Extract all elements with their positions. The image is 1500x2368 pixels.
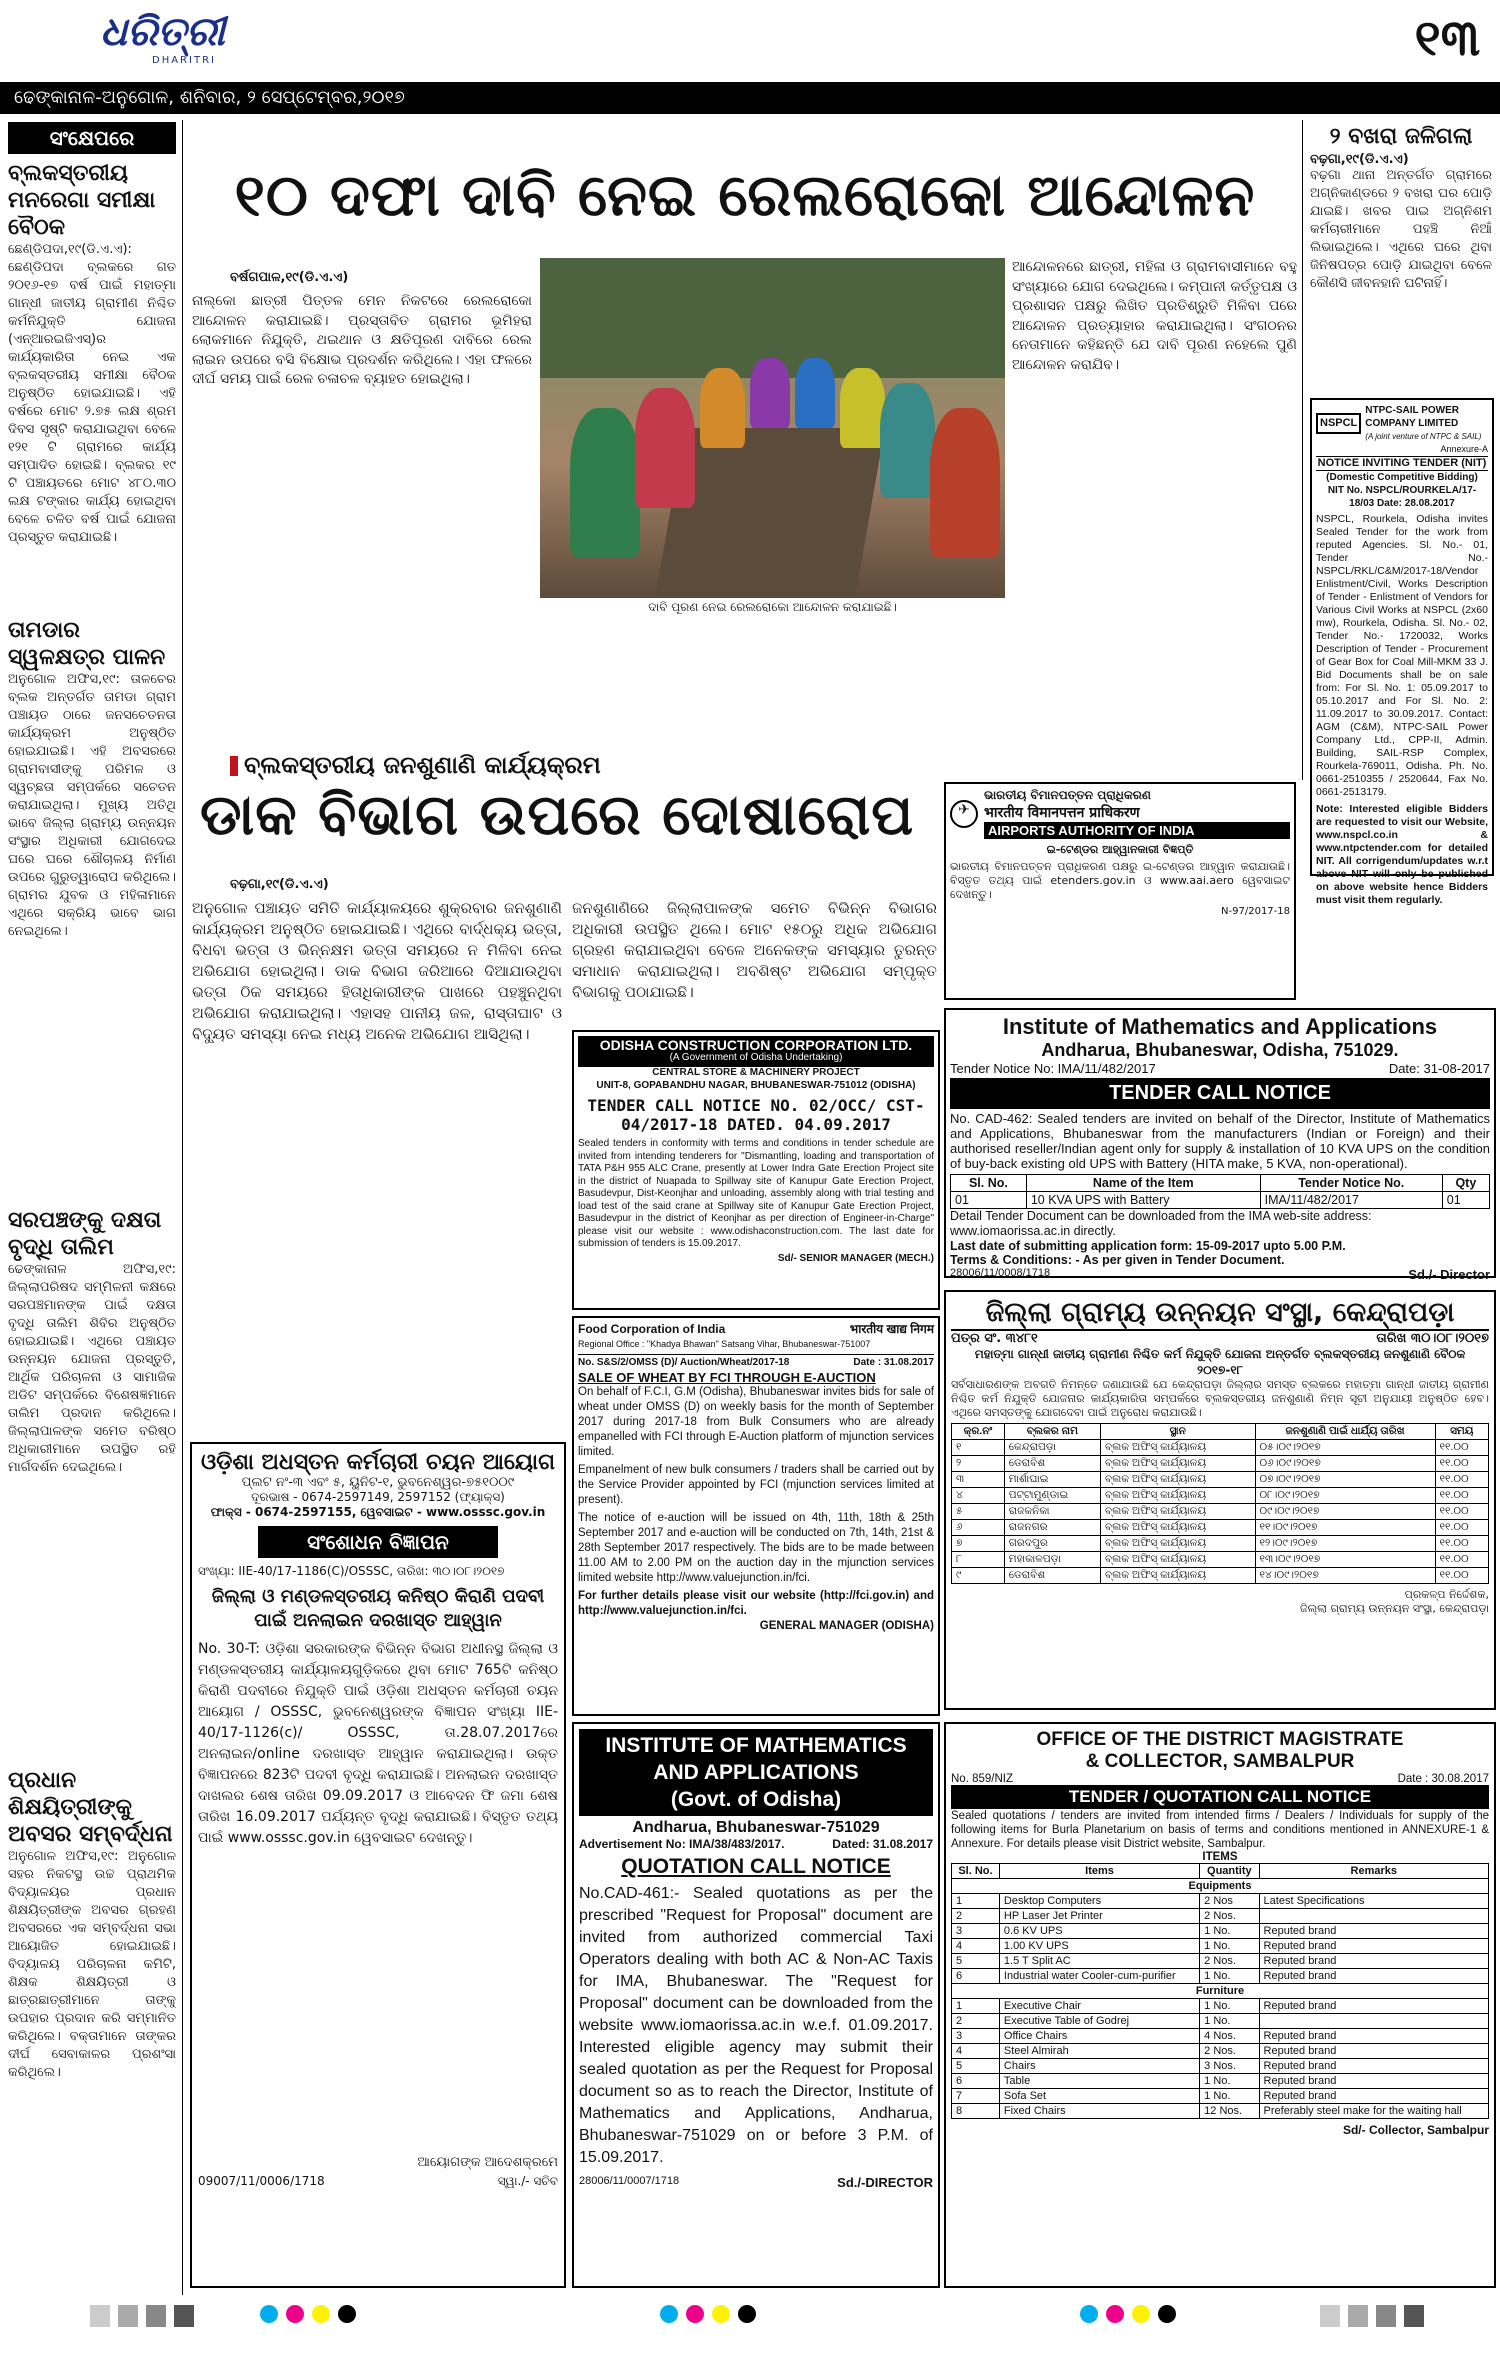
color-registration-dots (660, 2305, 756, 2329)
table-cell: ରାଜନଗର (1004, 1520, 1100, 1536)
left-column (8, 122, 176, 2368)
table-header: ବ୍ଲକର ନାମ (1004, 1424, 1100, 1440)
table-cell: Reputed brand (1259, 1924, 1488, 1939)
osssc-web: ଫାକ୍ସ - 0674-2597155, ୱେବସାଇଟ - www.osssc.gov.in (210, 1505, 546, 1519)
table-row (952, 1520, 1489, 1536)
samb-sign: Sd/- Collector, Sambalpur (1342, 2123, 1489, 2137)
table-cell: Reputed brand (1259, 2089, 1488, 2104)
table-cell: Preferably steel make for the waiting hall (1259, 2104, 1488, 2119)
ima-tender-ad (944, 1008, 1496, 1282)
table-cell: କେନ୍ଦ୍ରାପଡ଼ା (1004, 1440, 1100, 1456)
occ-sign: Sd/- SENIOR MANAGER (MECH.) (777, 1252, 934, 1264)
table-header: Items (999, 1864, 1199, 1879)
table-cell: 2 Nos. (1200, 1909, 1259, 1924)
dateline-bar: ଢେଙ୍କାନାଳ-ଅନୁଗୋଳ, ଶନିବାର, ୨ ସେପ୍ଟେମ୍ବର,୨୦୧୭ (0, 82, 1500, 114)
table-cell: ୦୬।୦୯।୨୦୧୭ (1255, 1456, 1435, 1472)
brief-title-2: ତାମଡାର ସ୍ୱଳକ୍ଷତ୍ର ପାଳନ (8, 618, 166, 670)
occ-body: Sealed tenders in conformity with terms and conditions in tender schedule are invited from intending tenderers for "Dismantling, loading and transportation of TATA P&H 955 ALC Crane, presently at Lower Indra Gate Erection Project site in the district of Nuapada to Spillway site of Kanupur Gate Erection Project, Basudevpur, Dist-Keonjhar and unloading, assembly along with trial testing and load test of the said crane at Spillway site of Kanupur Gate Erection Project, Basudevpur in the district of Keonjhar as per direction of Engineer-in-Charge" please visit our website : www.odishaconstruction.com. The last date for submission of tenders is 15.09.2017. (578, 1138, 934, 1249)
samb-title-1: OFFICE OF THE DISTRICT MAGISTRATE (1036, 1729, 1404, 1750)
table-row (952, 1552, 1489, 1568)
table-cell: 1.5 T Split AC (999, 1954, 1199, 1969)
osssc-title: ଓଡ଼ିଶା ଅଧସ୍ତନ କର୍ମଚାରୀ ଚୟନ ଆୟୋଗ (201, 1450, 555, 1475)
table-cell: Latest Specifications (1259, 1894, 1488, 1909)
table-cell: ୦୫।୦୯।୨୦୧୭ (1255, 1440, 1435, 1456)
table-cell: Reputed brand (1259, 2059, 1488, 2074)
table-row (952, 1440, 1489, 1456)
table-cell: Reputed brand (1259, 1954, 1488, 1969)
table-row (952, 2104, 1489, 2119)
table-cell: Desktop Computers (999, 1894, 1199, 1909)
table-cell: 1 (952, 1894, 1000, 1909)
osssc-ref-code: 09007/11/0006/1718 (198, 2174, 325, 2188)
ima2-ref: 28006/11/0007/1718 (579, 2175, 680, 2187)
table-cell: HP Laser Jet Printer (999, 1909, 1199, 1924)
table-cell: Office Chairs (999, 2029, 1199, 2044)
ntpc-title: NTPC-SAIL POWER COMPANY LIMITED (1365, 405, 1459, 429)
ima2-title: INSTITUTE OF MATHEMATICS AND APPLICATIONS (605, 1734, 907, 1784)
occ-sub2: CENTRAL STORE & MACHINERY PROJECT (652, 1067, 860, 1078)
table-cell: Fixed Chairs (999, 2104, 1199, 2119)
table-cell: 8 (952, 2104, 1000, 2119)
ima1-sub: Andharua, Bhubaneswar, Odisha, 751029. (1041, 1040, 1399, 1060)
table-header: Sl. No. (952, 1864, 1000, 1879)
drda-body: ସର୍ବସାଧାରଣଙ୍କ ଅବଗତି ନିମନ୍ତେ ଜଣାଯାଉଛି ଯେ କେନ୍ଦ୍ରାପଡ଼ା ଜିଲ୍ଲାର ସମସ୍ତ ବ୍ଲକରେ ମହାତ୍ମା ଗାନ୍ଧୀ ଜାତୀୟ ଗ୍ରାମୀଣ ନିଶ୍ଚିତ କର୍ମ ନିଯୁକ୍ତି ଯୋଜନାର କାର୍ଯ୍ୟକାରିତା ସମ୍ପର୍କରେ ବ୍ଲକସ୍ତରୀୟ ଜନଶୁଣାଣି ନିମ୍ନ ସୂଚୀ ଅନୁଯାୟୀ ଅନୁଷ୍ଠିତ ହେବ। ଏଥିରେ ସମସ୍ତଙ୍କୁ ଯୋଗଦେବା ପାଇଁ ଅନୁରୋଧ କରାଯାଉଛି। (951, 1378, 1489, 1419)
table-cell: ୬ (952, 1520, 1005, 1536)
ima1-foot-2: Last date of submitting application form: 15-09-2017 upto 5.00 P.M. (950, 1239, 1346, 1253)
table-row (952, 1909, 1489, 1924)
drda-kendrapara-ad (944, 1290, 1496, 1710)
table-cell: ୭ (952, 1536, 1005, 1552)
photo-caption: ଦାବି ପୂରଣ ନେଇ ରେଲରୋକୋ ଆନ୍ଦୋଳନ କରାଯାଇଛି। (648, 600, 897, 614)
lead-byline: ବର୍ଷଗପାଳ,୧୯(ଡି.ଏ.ଏ) (230, 270, 349, 285)
table-row (952, 1939, 1489, 1954)
table-header: ସ୍ଥାନ (1100, 1424, 1255, 1440)
table-cell: ୦୭।୦୯।୨୦୧୭ (1255, 1472, 1435, 1488)
brief-title-3: ସରପଞ୍ଚଙ୍କୁ ଦକ୍ଷତା ବୃଦ୍ଧି ତାଲିମ (8, 1208, 162, 1260)
fci-title: Food Corporation of India (578, 1322, 726, 1336)
aai-tender-ad (944, 782, 1296, 1000)
table-cell: ୧୩।୦୯।୨୦୧୭ (1255, 1552, 1435, 1568)
table-header: Sl. No. (951, 1175, 1027, 1192)
table-cell: ମାର୍ଶାଘାଇ (1004, 1472, 1100, 1488)
print-registration-marks (90, 2305, 194, 2329)
table-row (952, 2014, 1489, 2029)
lead-body-1: ନାଲ୍କୋ ଛାତ୍ରୀ ପିତ୍ତଳ ମେନ ନିକଟରେ ରେଲରୋକୋ ଆନ୍ଦୋଳନ କରାଯାଇଛି। ପ୍ରସ୍ତାବିତ ଗ୍ରାମର ଭୂମିହରା ଲୋକମାନେ ନିଯୁକ୍ତି, ଥଇଥାନ ଓ କ୍ଷତିପୂରଣ ଦାବିରେ ରେଲ ଲାଇନ ଉପରେ ବସି ବିକ୍ଷୋଭ ପ୍ରଦର୍ଶନ କରିଥିଲେ। ଏହା ଫଳରେ ଦୀର୍ଘ ସମୟ ପାଇଁ ରେଳ ଚଳାଚଳ ବ୍ୟାହତ ହୋଇଥିଲା। (192, 293, 532, 387)
drda-head: ମହାତ୍ମା ଗାନ୍ଧୀ ଜାତୀୟ ଗ୍ରାମୀଣ ନିଶ୍ଚିତ କର୍ମ ନିଯୁକ୍ତି ଯୋଜନା ଅନ୍ତର୍ଗତ ବ୍ଲକସ୍ତରୀୟ ଜନଶୁଣାଣି ବୈଠକ ୨୦୧୭-୧୮ (974, 1347, 1466, 1377)
table-row (952, 1954, 1489, 1969)
table-cell: Table (999, 2074, 1199, 2089)
table-cell: Sofa Set (999, 2089, 1199, 2104)
table-cell: 1 No. (1200, 2014, 1259, 2029)
table-cell: ବ୍ଲକ ଅଫିସ୍ କାର୍ଯ୍ୟାଳୟ (1100, 1488, 1255, 1504)
table-cell: 2 Nos. (1200, 1954, 1259, 1969)
table-row (952, 1999, 1489, 2014)
table-cell: ୧ (952, 1440, 1005, 1456)
table-cell: 1 No. (1200, 2074, 1259, 2089)
table-header: Name of the Item (1026, 1175, 1260, 1192)
table-cell: ୧୨।୦୯।୨୦୧୭ (1255, 1536, 1435, 1552)
ima1-date: Date: 31-08-2017 (1388, 1061, 1490, 1076)
table-row (952, 2089, 1489, 2104)
table-cell: 1 No. (1200, 2089, 1259, 2104)
table-cell: 0.6 KV UPS (999, 1924, 1199, 1939)
ntpc-body: NSPCL, Rourkela, Odisha invites Sealed Tender for the work from reputed Agencies. Sl. No.- 01, Tender No.- NSPCL/RKL/C&M/2017-18/Vendor Enlistment/Civil, Works Description of Tender - Enlistment of Vendors for Various Civil Works at NSPCL (2x60 mw), Rourkela, Odisha. Sl. No.- 02, Tender No.- 1720032, Works Description of Tender - Procurement of Gear Box for Coal Mill-MKM 33 J. Bid Documents shall be on sale from: For Sl. No. 1: 05.09.2017 to 05.10.2017 and For Sl. No. 2: 11.09.2017 to 30.09.2017. Contact: AGM (C&M), NTPC-SAIL Power Company Ltd., CPP-II, Admin. Building, SAIL-RSP Complex, Rourkela-769011, Odisha. Ph. No. 0661-2510355 / 2520644, Fax No. 0661-2513179. (1316, 513, 1488, 798)
table-row (952, 1894, 1489, 1909)
table-cell: ୧୧।୦୯।୨୦୧୭ (1255, 1520, 1435, 1536)
table-row (951, 1192, 1490, 1209)
table-cell: ୧୧.୦୦ (1435, 1520, 1489, 1536)
lead-photo (540, 258, 1005, 598)
table-cell: ୫ (952, 1504, 1005, 1520)
table-row (952, 2074, 1489, 2089)
ima1-tno: Tender Notice No: IMA/11/482/2017 (950, 1061, 1156, 1076)
table-cell: ବ୍ଲକ ଅଫିସ୍ କାର୍ଯ୍ୟାଳୟ (1100, 1472, 1255, 1488)
table-cell: ବ୍ଲକ ଅଫିସ୍ କାର୍ଯ୍ୟାଳୟ (1100, 1568, 1255, 1584)
table-cell: 1 No. (1200, 1924, 1259, 1939)
table-header: ସମୟ (1435, 1424, 1489, 1440)
table-cell: ୯ (952, 1568, 1005, 1584)
osssc-sign-2: ସ୍ୱା./- ସଚିବ (497, 2174, 558, 2188)
ima2-body: No.CAD-461:- Sealed quotations as per the prescribed "Request for Proposal" document are invited from authorized commercial Taxi Operators dealing with both AC & Non-AC Taxis for IMA, Bhubaneswar. The "Request for Proposal" document can be downloaded from the website www.iomaorissa.ac.in w.e.f. 01.09.2017. Interested eligible agency may submit their sealed quotation as per the Request for Proposal document so as to reach the Director, Institute of Mathematics and Applications, Andharua, Bhubaneswar-751029 on or before 3 P.M. of 15.09.2017. (579, 1885, 933, 2166)
second-body-2: ଜନଶୁଣାଣିରେ ଜିଲ୍ଲାପାଳଙ୍କ ସମେତ ବିଭିନ୍ନ ବିଭାଗର ଅଧିକାରୀ ଉପସ୍ଥିତ ଥିଲେ। ମୋଟ ୧୫୦ରୁ ଅଧିକ ଅଭିଯୋଗ ଗ୍ରହଣ କରାଯାଇଥିବା ବେଳେ ଅନେକଙ୍କ ସମସ୍ୟାର ତୁରନ୍ତ ସମାଧାନ କରାଯାଇଥିଲା। ଅବଶିଷ୍ଟ ଅଭିଯୋଗ ସମ୍ପୃକ୍ତ ବିଭାଗକୁ ପଠାଯାଇଛି। (572, 899, 937, 1001)
samb-title-2: & COLLECTOR, SAMBALPUR (1085, 1751, 1355, 1772)
osssc-head: ଜିଲ୍ଲା ଓ ମଣ୍ଡଳସ୍ତରୀୟ କନିଷ୍ଠ କିରାଣି ପଦବୀ ପାଇଁ ଅନଲାଇନ ଦରଖାସ୍ତ ଆହ୍ୱାନ (211, 1586, 545, 1631)
aai-sub: ଇ-ଟେଣ୍ଡର ଆହ୍ୱାନକାରୀ ବିଜ୍ଞପ୍ତି (1046, 843, 1194, 856)
table-header: Remarks (1259, 1864, 1488, 1879)
right-brief (1310, 122, 1492, 387)
drda-ref: ପତ୍ର ସଂ. ୩୪୮୧ (951, 1331, 1038, 1346)
samb-table (951, 1863, 1489, 2119)
brief-body-4: ଅନୁଗୋଳ ଅଫିସ,୧୯: ଅନୁଗୋଳ ସହର ନିକଟସ୍ଥ ଉଚ୍ଚ ପ୍ରାଥମିକ ବିଦ୍ୟାଳୟର ପ୍ରଧାନ ଶିକ୍ଷୟିତ୍ରୀଙ୍କ ଅବସର ଗ୍ରହଣ ଅବସରରେ ଏକ ସମ୍ବର୍ଦ୍ଧନା ସଭା ଆୟୋଜିତ ହୋଇଯାଇଛି। ବିଦ୍ୟାଳୟ ପରିଚାଳନା କମିଟି, ଶିକ୍ଷକ ଶିକ୍ଷୟିତ୍ରୀ ଓ ଛାତ୍ରଛାତ୍ରୀମାନେ ତାଙ୍କୁ ଉପହାର ପ୍ରଦାନ କରି ସମ୍ମାନିତ କରିଥିଲେ। ବକ୍ତାମାନେ ତାଙ୍କର ଦୀର୍ଘ ସେବାକାଳର ପ୍ରଶଂସା କରିଥିଲେ। (8, 1849, 176, 2080)
table-cell: ୧୧.୦୦ (1435, 1536, 1489, 1552)
fci-body-2: Empanelment of new bulk consumers / traders shall be carried out by the Service Provider appointed by FCI (mjunction services limited at present). (578, 1464, 934, 1506)
ima1-body: No. CAD-462: Sealed tenders are invited on behalf of the Director, Institute of Mathematics and Applications, Bhubaneswar from the manufacturers (Indian or Foreign) and their authorised reseller/Indian agent only for supply & installation of 10 KVA UPS on the condition of buy-back existing old UPS with Battery (HITA make, 5 KVA, non-operational). (950, 1111, 1490, 1171)
second-headline: ଡାକ ବିଭାଗ ଉପରେ ଦୋଷାରୋପ (200, 782, 915, 848)
ntpc-annex: Annexure-A (1440, 444, 1488, 454)
ima1-title: Institute of Mathematics and Applications (1002, 1014, 1438, 1039)
table-cell: ୦୯।୦୯।୨୦୧୭ (1255, 1504, 1435, 1520)
table-row (952, 1536, 1489, 1552)
table-cell: Chairs (999, 2059, 1199, 2074)
lead-headline: ୧୦ ଦଫା ଦାବି ନେଇ ରେଲରୋକୋ ଆନ୍ଦୋଳନ (234, 161, 1256, 229)
fci-regional: Regional Office : "Khadya Bhawan" Satsang Vihar, Bhubaneswar-751007 (578, 1339, 871, 1349)
occ-notice: TENDER CALL NOTICE NO. 02/OCC/ CST-04/2017-18 DATED. 04.09.2017 (587, 1096, 925, 1134)
ima1-foot-3: Terms & Conditions: - As per given in Tender Document. (950, 1253, 1285, 1267)
fci-body-3: The notice of e-auction will be issued on 4th, 11th, 18th & 25th September 2017 and e-auction will be conducted on 7th, 14th, 21st & 28th September 2017 respectively. The bids are to be made between 11.00 AM to 2.00 PM on the auction day in the mjunction services limited website http://www.valuejunction.in/fci. (578, 1512, 934, 1584)
brief-body-3: ଢେଙ୍କାନାଳ ଅଫିସ,୧୯: ଜିଲ୍ଲାପରିଷଦ ସମ୍ମିଳନୀ କକ୍ଷରେ ସରପଞ୍ଚମାନଙ୍କ ପାଇଁ ଦକ୍ଷତା ବୃଦ୍ଧି ତାଲିମ ଶିବିର ଅନୁଷ୍ଠିତ ହୋଇଯାଇଛି। ଏଥିରେ ପଞ୍ଚାୟତ ଉନ୍ନୟନ ଯୋଜନା ପ୍ରସ୍ତୁତି, ଆର୍ଥିକ ପରିଚାଳନା ଓ ସାମାଜିକ ଅଡିଟ ସମ୍ପର୍କରେ ବିଶେଷଜ୍ଞମାନେ ତାଲିମ ପ୍ରଦାନ କରିଥିଲେ। ଜିଲ୍ଲାପାଳଙ୍କ ସମେତ ବରିଷ୍ଠ ଅଧିକାରୀମାନେ ଉପସ୍ଥିତ ରହି ମାର୍ଗଦର୍ଶନ ଦେଇଥିଲେ। (8, 1262, 176, 1475)
table-cell: ପଟ୍ଟାମୁଣ୍ଡାଇ (1004, 1488, 1100, 1504)
table-cell: ବ୍ଲକ ଅଫିସ୍ କାର୍ଯ୍ୟାଳୟ (1100, 1520, 1255, 1536)
osssc-sign-1: ଆୟୋଗଙ୍କ ଆଦେଶକ୍ରମେ (417, 2155, 558, 2170)
table-row (952, 1488, 1489, 1504)
ntpc-jv: (A joint venture of NTPC & SAIL) (1365, 432, 1482, 441)
fci-sign: GENERAL MANAGER (ODISHA) (759, 1620, 934, 1632)
table-header: Qty (1442, 1175, 1489, 1192)
table-cell: 1 No. (1200, 1939, 1259, 1954)
table-row (952, 1504, 1489, 1520)
table-cell: ମହାକାଳପଡ଼ା (1004, 1552, 1100, 1568)
table-row (952, 1456, 1489, 1472)
table-cell: 1 No. (1200, 1999, 1259, 2014)
table-cell: 2 (952, 1909, 1000, 1924)
table-cell: 01 (1442, 1192, 1489, 1209)
second-byline: ବଢ଼ଗା,୧୯(ଡି.ଏ.ଏ) (230, 877, 329, 892)
table-cell: ଡେରାବିଶ (1004, 1568, 1100, 1584)
ima2-address: Andharua, Bhubaneswar-751029 (632, 1819, 880, 1836)
table-cell: ୧୧.୦୦ (1435, 1552, 1489, 1568)
occ-title: ODISHA CONSTRUCTION CORPORATION LTD. (599, 1037, 913, 1053)
aai-ref: N-97/2017-18 (1221, 906, 1290, 917)
nspcl-logo: NSPCL (1316, 413, 1361, 434)
table-cell: Steel Almirah (999, 2044, 1199, 2059)
aai-title-or: ଭାରତୀୟ ବିମାନପତ୍ତନ ପ୍ରାଧିକରଣ (984, 788, 1151, 802)
ntpc-notice: NOTICE INVITING TENDER (NIT) (1317, 457, 1487, 469)
table-cell: ୧୧.୦୦ (1435, 1504, 1489, 1520)
second-kicker: ବ୍ଲକସ୍ତରୀୟ ଜନଶୁଣାଣି କାର୍ଯ୍ୟକ୍ରମ (244, 751, 601, 779)
aai-title-en: AIRPORTS AUTHORITY OF INDIA (984, 822, 1290, 839)
table-cell: ବ୍ଲକ ଅଫିସ୍ କାର୍ଯ୍ୟାଳୟ (1100, 1536, 1255, 1552)
brief-title-4: ପ୍ରଧାନ ଶିକ୍ଷୟିତ୍ରୀଙ୍କୁ ଅବସର ସମ୍ବର୍ଦ୍ଧନା (8, 1768, 173, 1847)
table-cell: 2 (952, 2014, 1000, 2029)
column-rule (1302, 120, 1303, 780)
samb-date: Date : 30.08.2017 (1397, 1773, 1489, 1785)
brief-body-2: ଅନୁଗୋଳ ଅଫିସ,୧୯: ତାଳଚେର ବ୍ଲକ ଅନ୍ତର୍ଗତ ତାମଡା ଗ୍ରାମ ପଞ୍ଚାୟତ ଠାରେ ଜନସଚେତନତା କାର୍ଯ୍ୟକ୍ରମ ଅନୁଷ୍ଠିତ ହୋଇଯାଇଛି। ଏହି ଅବସରରେ ଗ୍ରାମବାସୀଙ୍କୁ ପରିମଳ ଓ ସ୍ୱଚ୍ଛତା ସମ୍ପର୍କରେ ସଚେତନ କରାଯାଇଥିଲା। ମୁଖ୍ୟ ଅତିଥି ଭାବେ ଜିଲ୍ଲା ଗ୍ରାମ୍ୟ ଉନ୍ନୟନ ସଂସ୍ଥାର ଅଧିକାରୀ ଯୋଗଦେଇ ଘରେ ଘରେ ଶୌଚାଳୟ ନିର୍ମାଣ ଉପରେ ଗୁରୁତ୍ୱାରୋପ କରିଥିଲେ। ଗ୍ରାମର ଯୁବକ ଓ ମହିଳାମାନେ ଏଥିରେ ସକ୍ରିୟ ଭାବେ ଭାଗ ନେଇଥିଲେ। (8, 672, 176, 939)
ntpc-sub: (Domestic Competitive Bidding) (1326, 472, 1478, 483)
print-registration-marks (1320, 2305, 1424, 2329)
table-cell: ଡେରାବିଶ (1004, 1456, 1100, 1472)
ntpc-note: Note: Interested eligible Bidders are requested to visit our Website, www.nspcl.co.in & www.ntpctender.com for detailed NIT. All corrigendum/updates w.r.t above NIT will only be published on above website hence Bidders must visit them regularly. (1316, 803, 1488, 906)
samb-items-label: ITEMS (1202, 1851, 1238, 1863)
table-row (952, 2059, 1489, 2074)
table-row (952, 2029, 1489, 2044)
ntpc-nit: NIT No. NSPCL/ROURKELA/17-18/03 Date: 28.08.2017 (1327, 485, 1477, 509)
table-cell: 7 (952, 2089, 1000, 2104)
logo-text: ଧରିତ୍ରୀ (100, 8, 225, 55)
osssc-address: ପ୍ଲଟ ନଂ-୩ ଏବଂ ୫, ୟୁନିଟ-୧, ଭୁବନେଶ୍ୱର-୭୫୧୦୦୯ (241, 1475, 515, 1490)
osssc-body: No. 30-T: ଓଡ଼ିଶା ସରକାରଙ୍କ ବିଭିନ୍ନ ବିଭାଗ ଅଧୀନସ୍ଥ ଜିଲ୍ଲା ଓ ମଣ୍ଡଳସ୍ତରୀୟ କାର୍ଯ୍ୟାଳୟଗୁଡ଼ିକରେ ଥିବା ମୋଟ 765ଟି କନିଷ୍ଠ କିରାଣି ପଦବୀରେ ନିଯୁକ୍ତି ପାଇଁ ଓଡ଼ିଶା ଅଧସ୍ତନ କର୍ମଚାରୀ ଚୟନ ଆୟୋଗ / OSSSC, ଭୁବନେଶ୍ୱରଙ୍କ ବିଜ୍ଞାପନ ସଂଖ୍ୟା IIE-40/17-1126(c)/ OSSSC, ତା.28.07.2017ରେ ଅନଲାଇନ/online ଦରଖାସ୍ତ ଆହ୍ୱାନ କରାଯାଇଥିଲା। ଉକ୍ତ ବିଜ୍ଞାପନରେ 823ଟି ପଦବୀ ବୃଦ୍ଧି କରାଯାଇଛି। ଅନଲାଇନ ଦରଖାସ୍ତ ଦାଖଲର ଶେଷ ତାରିଖ 09.09.2017 ଓ ଆବେଦନ ଫି ଜମା ଶେଷ ତାରିଖ 16.09.2017 ପର୍ଯ୍ୟନ୍ତ ବୃଦ୍ଧି କରାଯାଇଛି। ବିସ୍ତୃତ ତଥ୍ୟ ପାଇଁ www.osssc.gov.in ୱେବସାଇଟ ଦେଖନ୍ତୁ। (198, 1641, 558, 1846)
table-cell: 6 (952, 1969, 1000, 1984)
table-cell: ୧୧.୦୦ (1435, 1472, 1489, 1488)
drda-date: ତାରିଖ ୩୦।୦୮।୨୦୧୭ (1376, 1331, 1489, 1346)
ima2-sign: Sd./-DIRECTOR (837, 2175, 933, 2190)
table-cell: 1 (952, 1999, 1000, 2014)
table-header: କ୍ର.ନଂ (952, 1424, 1005, 1440)
table-cell: 3 (952, 2029, 1000, 2044)
fci-head: SALE OF WHEAT BY FCI THROUGH E-AUCTION (578, 1370, 876, 1385)
table-cell: Reputed brand (1259, 2044, 1488, 2059)
table-cell: Reputed brand (1259, 1939, 1488, 1954)
table-row (952, 1969, 1489, 1984)
ima-quotation-ad (572, 1722, 940, 2288)
table-cell: 4 (952, 2044, 1000, 2059)
logo-subtext: DHARITRI (152, 55, 216, 66)
table-cell: 4 Nos. (1200, 2029, 1259, 2044)
table-cell: Executive Chair (999, 1999, 1199, 2014)
color-registration-dots (1080, 2305, 1176, 2329)
drda-table (951, 1423, 1489, 1584)
table-row (952, 1924, 1489, 1939)
table-row (952, 2044, 1489, 2059)
table-cell: ବ୍ଲକ ଅଫିସ୍ କାର୍ଯ୍ୟାଳୟ (1100, 1504, 1255, 1520)
table-cell: 6 (952, 2074, 1000, 2089)
group-header: Equipments (952, 1879, 1489, 1894)
table-cell: ୪ (952, 1488, 1005, 1504)
osssc-box: ସଂଶୋଧନ ବିଜ୍ଞାପନ (258, 1526, 498, 1558)
drda-sign-1: ପ୍ରକଳ୍ପ ନିର୍ଦ୍ଦେଶକ, (1404, 1588, 1489, 1601)
table-header: ଜନଶୁଣାଣି ପାଇଁ ଧାର୍ଯ୍ୟ ତାରିଖ (1255, 1424, 1435, 1440)
table-cell: ୧୧.୦୦ (1435, 1440, 1489, 1456)
ima1-box: TENDER CALL NOTICE (950, 1078, 1490, 1109)
aai-body: ଭାରତୀୟ ବିମାନପତ୍ତନ ପ୍ରାଧିକରଣ ପକ୍ଷରୁ ଇ-ଟେଣ୍ଡର ଆହ୍ୱାନ କରାଯାଉଛି। ବିସ୍ତୃତ ତଥ୍ୟ ପାଇଁ etenders.gov.in ଓ www.aai.aero ୱେବସାଇଟ ଦେଖନ୍ତୁ। (950, 860, 1290, 901)
table-cell: 10 KVA UPS with Battery (1026, 1192, 1260, 1209)
table-cell: ରାଜକନିକା (1004, 1504, 1100, 1520)
osssc-ref: ସଂଖ୍ୟା: IIE-40/17-1186(C)/OSSSC, ତାରିଖ: ୩୦।୦୮।୨୦୧୭ (198, 1564, 505, 1578)
ima2-adv: Advertisement No: IMA/38/483/2017. (579, 1837, 785, 1851)
table-cell: ବ୍ଲକ ଅଫିସ୍ କାର୍ଯ୍ୟାଳୟ (1100, 1552, 1255, 1568)
aai-logo-icon: ✈ (950, 800, 978, 828)
table-cell: ୮ (952, 1552, 1005, 1568)
table-cell (1259, 1909, 1488, 1924)
table-cell: 12 Nos. (1200, 2104, 1259, 2119)
ima1-foot-1: Detail Tender Document can be downloaded from the IMA web-site address: www.iomaorissa.ac.in directly. (950, 1209, 1372, 1238)
ntpc-sail-tender-ad (1310, 398, 1494, 906)
table-cell: ଗରଦପୁର (1004, 1536, 1100, 1552)
table-cell: ୧୧.୦୦ (1435, 1568, 1489, 1584)
aai-title-hi: भारतीय विमानपत्तन प्राधिकरण (984, 805, 1140, 821)
table-cell: 5 (952, 1954, 1000, 1969)
table-cell: ୦୮।୦୯।୨୦୧୭ (1255, 1488, 1435, 1504)
table-cell: 01 (951, 1192, 1027, 1209)
ima2-sub: (Govt. of Odisha) (670, 1788, 842, 1811)
table-cell: ୨ (952, 1456, 1005, 1472)
table-cell: 5 (952, 2059, 1000, 2074)
column-rule (182, 120, 183, 2295)
ima2-box: QUOTATION CALL NOTICE (621, 1855, 891, 1878)
table-cell: Reputed brand (1259, 2074, 1488, 2089)
table-row (952, 1472, 1489, 1488)
kicker-marker (230, 756, 238, 776)
right-brief-body: ବଢ଼ଗା ଥାନା ଅନ୍ତର୍ଗତ ଗ୍ରାମରେ ଅଗ୍ନିକାଣ୍ଡରେ ୨ ବଖରା ଘର ପୋଡ଼ି ଯାଇଛି। ଖବର ପାଇ ଅଗ୍ନିଶମ କର୍ମଚାରୀମାନେ ପହଞ୍ଚି ନିଆଁ ଲିଭାଇଥିଲେ। ଏଥିରେ ଘରେ ଥିବା ଜିନିଷପତ୍ର ପୋଡ଼ି ଯାଇଥିବା ବେଳେ କୌଣସି ଜୀବନହାନି ଘଟିନାହିଁ। (1310, 168, 1492, 291)
table-cell: 3 (952, 1924, 1000, 1939)
fci-date: Date : 31.08.2017 (853, 1357, 934, 1368)
group-header: Furniture (952, 1984, 1489, 1999)
ima1-sign: Sd./- Director (1408, 1267, 1490, 1282)
drda-sign-2: ଜିଲ୍ଲା ଗ୍ରାମ୍ୟ ଉନ୍ନୟନ ସଂସ୍ଥା, କେନ୍ଦ୍ରାପଡ଼ା (1300, 1602, 1489, 1615)
table-cell: 1 No. (1200, 1969, 1259, 1984)
second-body-1: ଅନୁଗୋଳ ପଞ୍ଚାୟତ ସମିତି କାର୍ଯ୍ୟାଳୟରେ ଶୁକ୍ରବାର ଜନଶୁଣାଣି କାର୍ଯ୍ୟକ୍ରମ ଅନୁଷ୍ଠିତ ହୋଇଯାଇଛି। ଏଥିରେ ବାର୍ଦ୍ଧକ୍ୟ ଭତ୍ତା, ବିଧବା ଭତ୍ତା ଓ ଭିନ୍ନକ୍ଷମ ଭତ୍ତା ସମୟରେ ନ ମିଳିବା ନେଇ ଅଭିଯୋଗ ହୋଇଥିଲା। ଡାକ ବିଭାଗ ଜରିଆରେ ଦିଆଯାଉଥିବା ଭତ୍ତା ଠିକ ସମୟରେ ହିତାଧିକାରୀଙ୍କ ପାଖରେ ପହଞ୍ଚୁନଥିବା ଅଭିଯୋଗ କରାଯାଇଥିଲା। ଏହାସହ ପାନୀୟ ଜଳ, ରାସ୍ତାଘାଟ ଓ ବିଦ୍ୟୁତ ସମସ୍ୟା ନେଇ ମଧ୍ୟ ଅନେକ ଅଭିଯୋଗ ଆସିଥିଲା। (192, 899, 562, 1043)
table-cell: ୩ (952, 1472, 1005, 1488)
table-cell: IMA/11/482/2017 (1260, 1192, 1442, 1209)
lead-body-2: ଆନ୍ଦୋଳନରେ ଛାତ୍ରୀ, ମହିଳା ଓ ଗ୍ରାମବାସୀମାନେ ବହୁ ସଂଖ୍ୟାରେ ଯୋଗ ଦେଇଥିଲେ। କମ୍ପାନୀ କର୍ତ୍ତୃପକ୍ଷ ଓ ପ୍ରଶାସନ ପକ୍ଷରୁ ଲିଖିତ ପ୍ରତିଶ୍ରୁତି ମିଳିବା ପରେ ଆନ୍ଦୋଳନ ପ୍ରତ୍ୟାହାର କରାଯାଇଥିଲା। ସଂଗଠନର ନେତାମାନେ କହିଛନ୍ତି ଯେ ଦାବି ପୂରଣ ନହେଲେ ପୁଣି ଆନ୍ଦୋଳନ କରାଯିବ। (1012, 259, 1297, 373)
table-header: Tender Notice No. (1260, 1175, 1442, 1192)
table-cell: ୧୧.୦୦ (1435, 1456, 1489, 1472)
occ-tender-ad (572, 1030, 940, 1310)
ima1-ref: 28006/11/0008/1718 (950, 1267, 1051, 1279)
right-brief-byline: ବଢ଼ଗା,୧୯(ଡି.ଏ.ଏ) (1310, 152, 1409, 167)
fci-body-4: For further details please visit our website (http://fci.gov.in) and http://www.valuejunction.in/fci. (578, 1590, 934, 1617)
samb-box: TENDER / QUOTATION CALL NOTICE (951, 1785, 1489, 1809)
color-registration-dots (260, 2305, 356, 2329)
brief-title-1: ବ୍ଲକସ୍ତରୀୟ ମନରେଗା ସମୀକ୍ଷା ବୈଠକ (8, 161, 156, 240)
table-cell: ୧୧.୦୦ (1435, 1488, 1489, 1504)
table-cell: 2 Nos (1200, 1894, 1259, 1909)
right-brief-title: ୨ ବଖରା ଜଳିଗଲା (1329, 124, 1473, 149)
table-cell: 4 (952, 1939, 1000, 1954)
sambalpur-tender-ad (944, 1722, 1496, 2288)
samb-no: No. 859/NIZ (951, 1773, 1013, 1785)
ima1-table (950, 1174, 1490, 1209)
page-number: ୧୩ (1414, 8, 1480, 67)
table-cell: ବ୍ଲକ ଅଫିସ୍ କାର୍ଯ୍ୟାଳୟ (1100, 1456, 1255, 1472)
samb-body: Sealed quotations / tenders are invited from intended firms / Dealers / Individuals for supply of the following items for Burla Planetarium on basis of terms and conditions mentioned in ANNEXURE-1 & Annexure. For details please visit District website, Sambalpur. (951, 1810, 1489, 1850)
ima2-date: Dated: 31.08.2017 (832, 1837, 933, 1851)
table-cell: ବ୍ଲକ ଅଫିସ୍ କାର୍ଯ୍ୟାଳୟ (1100, 1440, 1255, 1456)
table-cell: 3 Nos. (1200, 2059, 1259, 2074)
brief-body-1: ଛେଣ୍ଡିପଦା,୧୯(ଡି.ଏ.ଏ): ଛେଣ୍ଡିପଦା ବ୍ଲକରେ ଗତ ୨୦୧୬-୧୭ ବର୍ଷ ପାଇଁ ମହାତ୍ମା ଗାନ୍ଧୀ ଜାତୀୟ ଗ୍ରାମୀଣ ନିଶ୍ଚିତ କର୍ମନିଯୁକ୍ତି ଯୋଜନା (ଏନ୍‌ଆରଇଜିଏସ୍)ର କାର୍ଯ୍ୟକାରିତା ନେଇ ଏକ ବ୍ଲକସ୍ତରୀୟ ସମୀକ୍ଷା ବୈଠକ ଅନୁଷ୍ଠିତ ହୋଇଯାଇଛି। ଏହି ବର୍ଷରେ ମୋଟ ୨.୭୫ ଲକ୍ଷ ଶ୍ରମ ଦିବସ ସୃଷ୍ଟି କରାଯାଇଥିବା ବେଳେ ୧୨୧ ଟି ଗ୍ରାମରେ କାର୍ଯ୍ୟ ସମ୍ପାଦିତ ହୋଇଛି। ବ୍ଲକର ୧୯ ଟି ପଞ୍ଚାୟତରେ ମୋଟ ୪୮୦.୩୦ ଲକ୍ଷ ଟଙ୍କାର କାର୍ଯ୍ୟ ହୋଇଥିବା ବେଳେ ଚଳିତ ବର୍ଷ ପାଇଁ ଯୋଜନା ପ୍ରସ୍ତୁତ କରାଯାଇଛି। (8, 242, 176, 545)
table-cell: ୧୪।୦୯।୨୦୧୭ (1255, 1568, 1435, 1584)
masthead-logo (100, 8, 290, 70)
table-row (952, 1568, 1489, 1584)
occ-sub1: (A Government of Odisha Undertaking) (669, 1051, 843, 1063)
table-cell (1259, 2014, 1488, 2029)
table-cell: Reputed brand (1259, 1999, 1488, 2014)
occ-address: UNIT-8, GOPABANDHU NAGAR, BHUBANESWAR-751012 (ODISHA) (596, 1079, 916, 1091)
table-cell: 2 Nos. (1200, 2044, 1259, 2059)
table-cell: Industrial water Cooler-cum-purifier (999, 1969, 1199, 1984)
osssc-phone: ଦୂରଭାଷ - 0674-2597149, 2597152 (ଫ୍ୟାକ୍ସ) (251, 1490, 505, 1504)
drda-title: ଜିଲ୍ଲା ଗ୍ରାମ୍ୟ ଉନ୍ନୟନ ସଂସ୍ଥା, କେନ୍ଦ୍ରାପଡ଼ା (951, 1297, 1489, 1331)
table-cell: Reputed brand (1259, 1969, 1488, 1984)
fci-title-hi: भारतीय खाद्य निगम (849, 1322, 934, 1336)
section-header: ସଂକ୍ଷେପରେ (8, 122, 176, 154)
table-cell: 1.00 KV UPS (999, 1939, 1199, 1954)
table-cell: Reputed brand (1259, 2029, 1488, 2044)
fci-body-1: On behalf of F.C.I, G.M (Odisha), Bhubaneswar invites bids for sale of wheat under OMSS (D) on weekly basis for the month of September 2017 during 2017-18 from Bulk Consumers who are already empanelled with FCI through E-Auction platform of mjunction services limited. (578, 1386, 934, 1458)
fci-auction-ad (572, 1316, 940, 1716)
osssc-notice-ad (190, 1442, 566, 2288)
table-header: Quantity (1200, 1864, 1259, 1879)
fci-ref: No. S&S/2/OMSS (D)/ Auction/Wheat/2017-18 (578, 1357, 790, 1368)
table-cell: Executive Table of Godrej (999, 2014, 1199, 2029)
